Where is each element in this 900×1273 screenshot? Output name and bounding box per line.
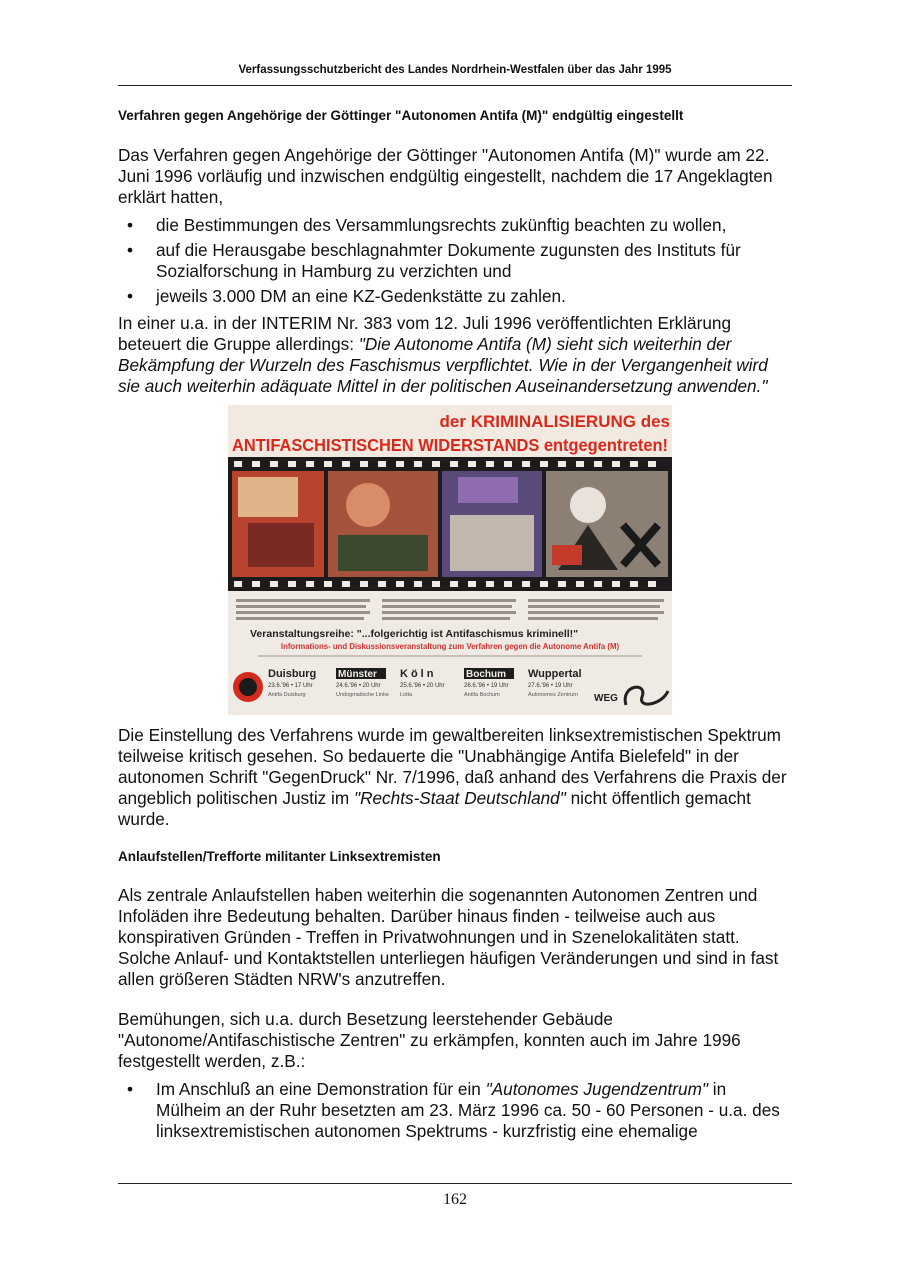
poster-info-line: Informations- und Diskussionsveranstaltung zum Verfahren gegen die Autonome Antifa (M) — [280, 642, 620, 651]
event-date: 23.6.'96 • 17 Uhr — [268, 683, 313, 689]
examples-list — [118, 1079, 792, 1142]
main-content — [118, 107, 792, 1142]
list-item: • die Bestimmungen des Versammlungsrechts zukünftig beachten zu wollen, — [118, 215, 792, 236]
intro-paragraph: Das Verfahren gegen Angehörige der Göttinger "Autonomen Antifa (M)" wurde am 22. Juni 1996 vorläufig und inzwischen endgültig eingestellt, nachdem die 17 Angeklagten erklärt hatten, — [118, 145, 773, 207]
section-heading-verfahren: Verfahren gegen Angehörige der Göttinger "Autonomen Antifa (M)" endgültig eingestellt — [118, 108, 684, 123]
poster-image — [228, 405, 672, 715]
event-city: Köln — [400, 668, 437, 680]
event-date: 26.6.'96 • 19 Uhr — [464, 683, 509, 689]
running-header: Verfassungsschutzbericht des Landes Nordrhein-Westfalen über das Jahr 1995 — [238, 64, 672, 76]
quote-paragraph — [118, 313, 792, 397]
event-date: 24.6.'96 • 20 Uhr — [336, 683, 381, 689]
criticism-paragraph: Die Einstellung des Verfahrens wurde im gewaltbereiten linksextremistischen Spektrum teilweise kritisch gesehen. So bedauerte die "Unabhängige Antifa Bielefeld" in der autonomen Schrift "GegenDruck" Nr. 7/1996, daß anhand des Verfahrens die Praxis der angeblich politischen Justiz im "Rechts-Staat Deutschland" nicht öffentlich gemacht wurde. — [118, 725, 787, 829]
besetzung-paragraph: Bemühungen, sich u.a. durch Besetzung leerstehender Gebäude "Autonome/Antifaschistische Zentren" zu erkämpfen, konnten auch im Jahre 1996 festgestellt werden, z.B.: — [118, 1009, 741, 1071]
event-city: Duisburg — [268, 668, 317, 680]
poster-graphic — [228, 405, 672, 715]
poster-series-line: Veranstaltungsreihe: "...folgerichtig ist Antifaschismus kriminell!" — [250, 628, 579, 640]
section-heading-anlaufstellen: Anlaufstellen/Trefforte militanter Linksextremisten — [118, 849, 441, 864]
list-item: • jeweils 3.000 DM an eine KZ-Gedenkstätte zu zahlen. — [118, 286, 792, 307]
poster-headline-1: der KRIMINALISIERUNG des — [439, 412, 670, 431]
rechts-staat-quote: "Rechts-Staat Deutschland" — [353, 788, 566, 808]
page-number: 162 — [443, 1191, 467, 1208]
poster-footer-mark: WEG — [594, 693, 618, 704]
poster-headline-2: ANTIFASCHISTISCHEN WIDERSTANDS entgegentreten! — [232, 435, 668, 455]
header-rule — [118, 85, 792, 86]
list-item: • auf die Herausgabe beschlagnahmter Dokumente zugunsten des Instituts für Sozialforschung in Hamburg zu verzichten und — [118, 240, 792, 282]
event-venue: Antifa Bochum — [464, 692, 500, 698]
event-date: 25.6.'96 • 20 Uhr — [400, 683, 445, 689]
list-item: • Im Anschluß an eine Demonstration für ein "Autonomes Jugendzentrum" in Mülheim an der Ruhr besetzten am 23. März 1996 ca. 50 - 60 Personen - u.a. des linksextremistischen autonomen Spektrums - kurzfristig eine ehemalige — [118, 1079, 792, 1142]
event-venue: Autonomes Zentrum — [528, 692, 578, 698]
event-city: Münster — [338, 669, 377, 680]
footer-rule — [118, 1183, 792, 1184]
event-venue: Antifa Duisburg — [268, 692, 306, 698]
quote-intro: In einer u.a. in der INTERIM Nr. 383 vom 12. Juli 1996 veröffentlichten Erklärung beteuert die Gruppe allerdings: — [118, 313, 732, 354]
anlaufstellen-paragraph: Als zentrale Anlaufstellen haben weiterhin die sogenannten Autonomen Zentren und Infoläden ihre Bedeutung behalten. Darüber hinaus finden - teilweise auch aus konspirativen Gründen - Treffen in Privatwohnungen und in Szenelokalitäten statt. Solche Anlauf- und Kontaktstellen unterliegen häufigen Veränderungen und sind in fast allen größeren Städten NRW's anzutreffen. — [118, 885, 779, 989]
conditions-list — [118, 215, 792, 307]
event-venue: Undogmatische Linke — [336, 692, 389, 698]
quote-text: "Die Autonome Antifa (M) sieht sich weiterhin der Bekämpfung der Wurzeln des Faschismus verpflichtet. Wie in der Vergangenheit wird sie auch weiterhin adäquate Mittel in der politischen Auseinandersetzung anwenden." — [118, 334, 768, 396]
event-city: Wuppertal — [528, 668, 582, 680]
event-city: Bochum — [466, 669, 506, 680]
event-date: 27.6.'96 • 19 Uhr — [528, 683, 573, 689]
event-venue: Lotta — [400, 692, 413, 698]
